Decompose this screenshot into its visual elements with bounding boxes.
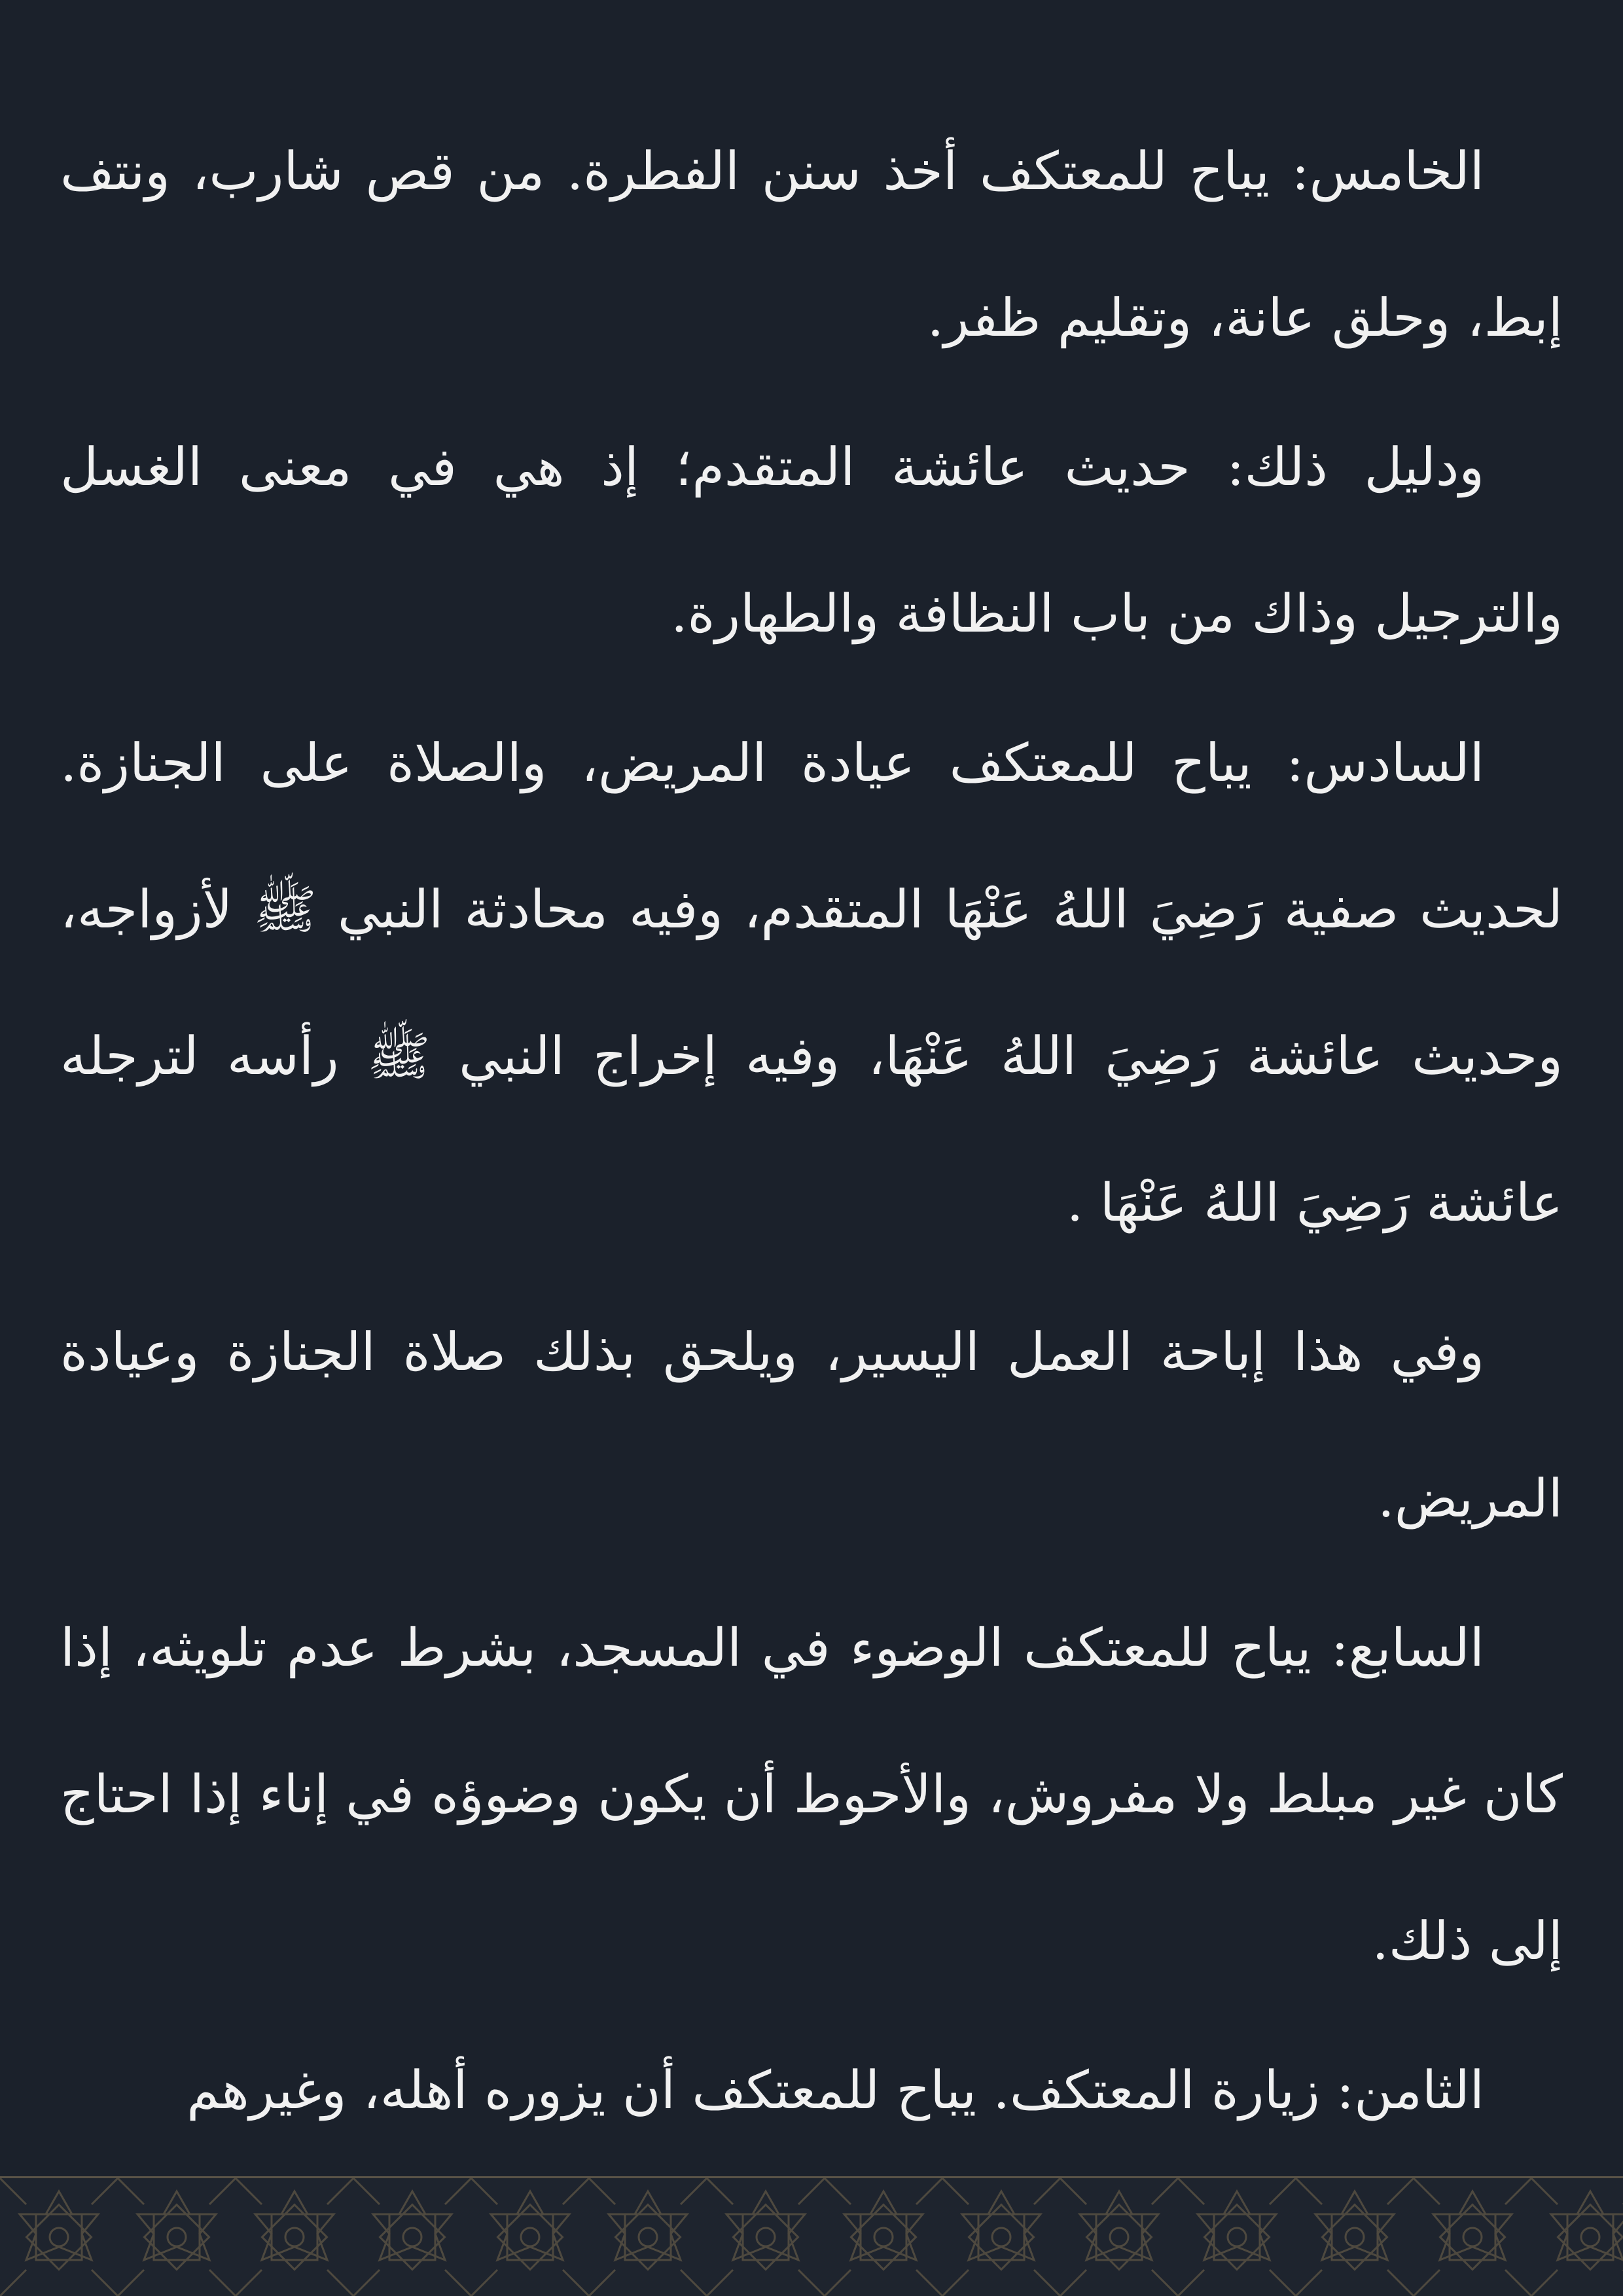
paragraph-seventh: السابع: يباح للمعتكف الوضوء في المسجد، بشرط عدم تلويثه، إذا كان غير مبلط ولا مفروش، والأحوط أن يكون وضوؤه في إناء إذا احتاج إلى ذلك.: [60, 1617, 1563, 1971]
paragraph-eighth: الثامن: زيارة المعتكف. يباح للمعتكف أن يزوره أهله، وغيرهم: [187, 2060, 1484, 2121]
paragraph-evidence: ودليل ذلك: حديث عائشة المتقدم؛ إذ هي في معنى الغسل والترجيل وذاك من باب النظافة والطهارة.: [60, 437, 1563, 644]
ornamental-border: [0, 2176, 1623, 2296]
paragraph-sixth: السادس: يباح للمعتكف عيادة المريض، والصلاة على الجنازة. لحديث صفية رَضِيَ اللهُ عَنْهَا المتقدم، وفيه محادثة النبي ﷺ لأزواجه، وحديث عائشة رَضِيَ اللهُ عَنْهَا، وفيه إخراج النبي ﷺ رأسه لترجله عائشة رَضِيَ اللهُ عَنْهَا .: [60, 732, 1563, 1233]
geometric-pattern-icon: [0, 2178, 1623, 2296]
paragraph-fifth: الخامس: يباح للمعتكف أخذ سنن الفطرة. من قص شارب، ونتف إبط، وحلق عانة، وتقليم ظفر.: [60, 141, 1563, 348]
paragraph-light-work: وفي هذا إباحة العمل اليسير، ويلحق بذلك صلاة الجنازة وعيادة المريض.: [60, 1321, 1563, 1529]
